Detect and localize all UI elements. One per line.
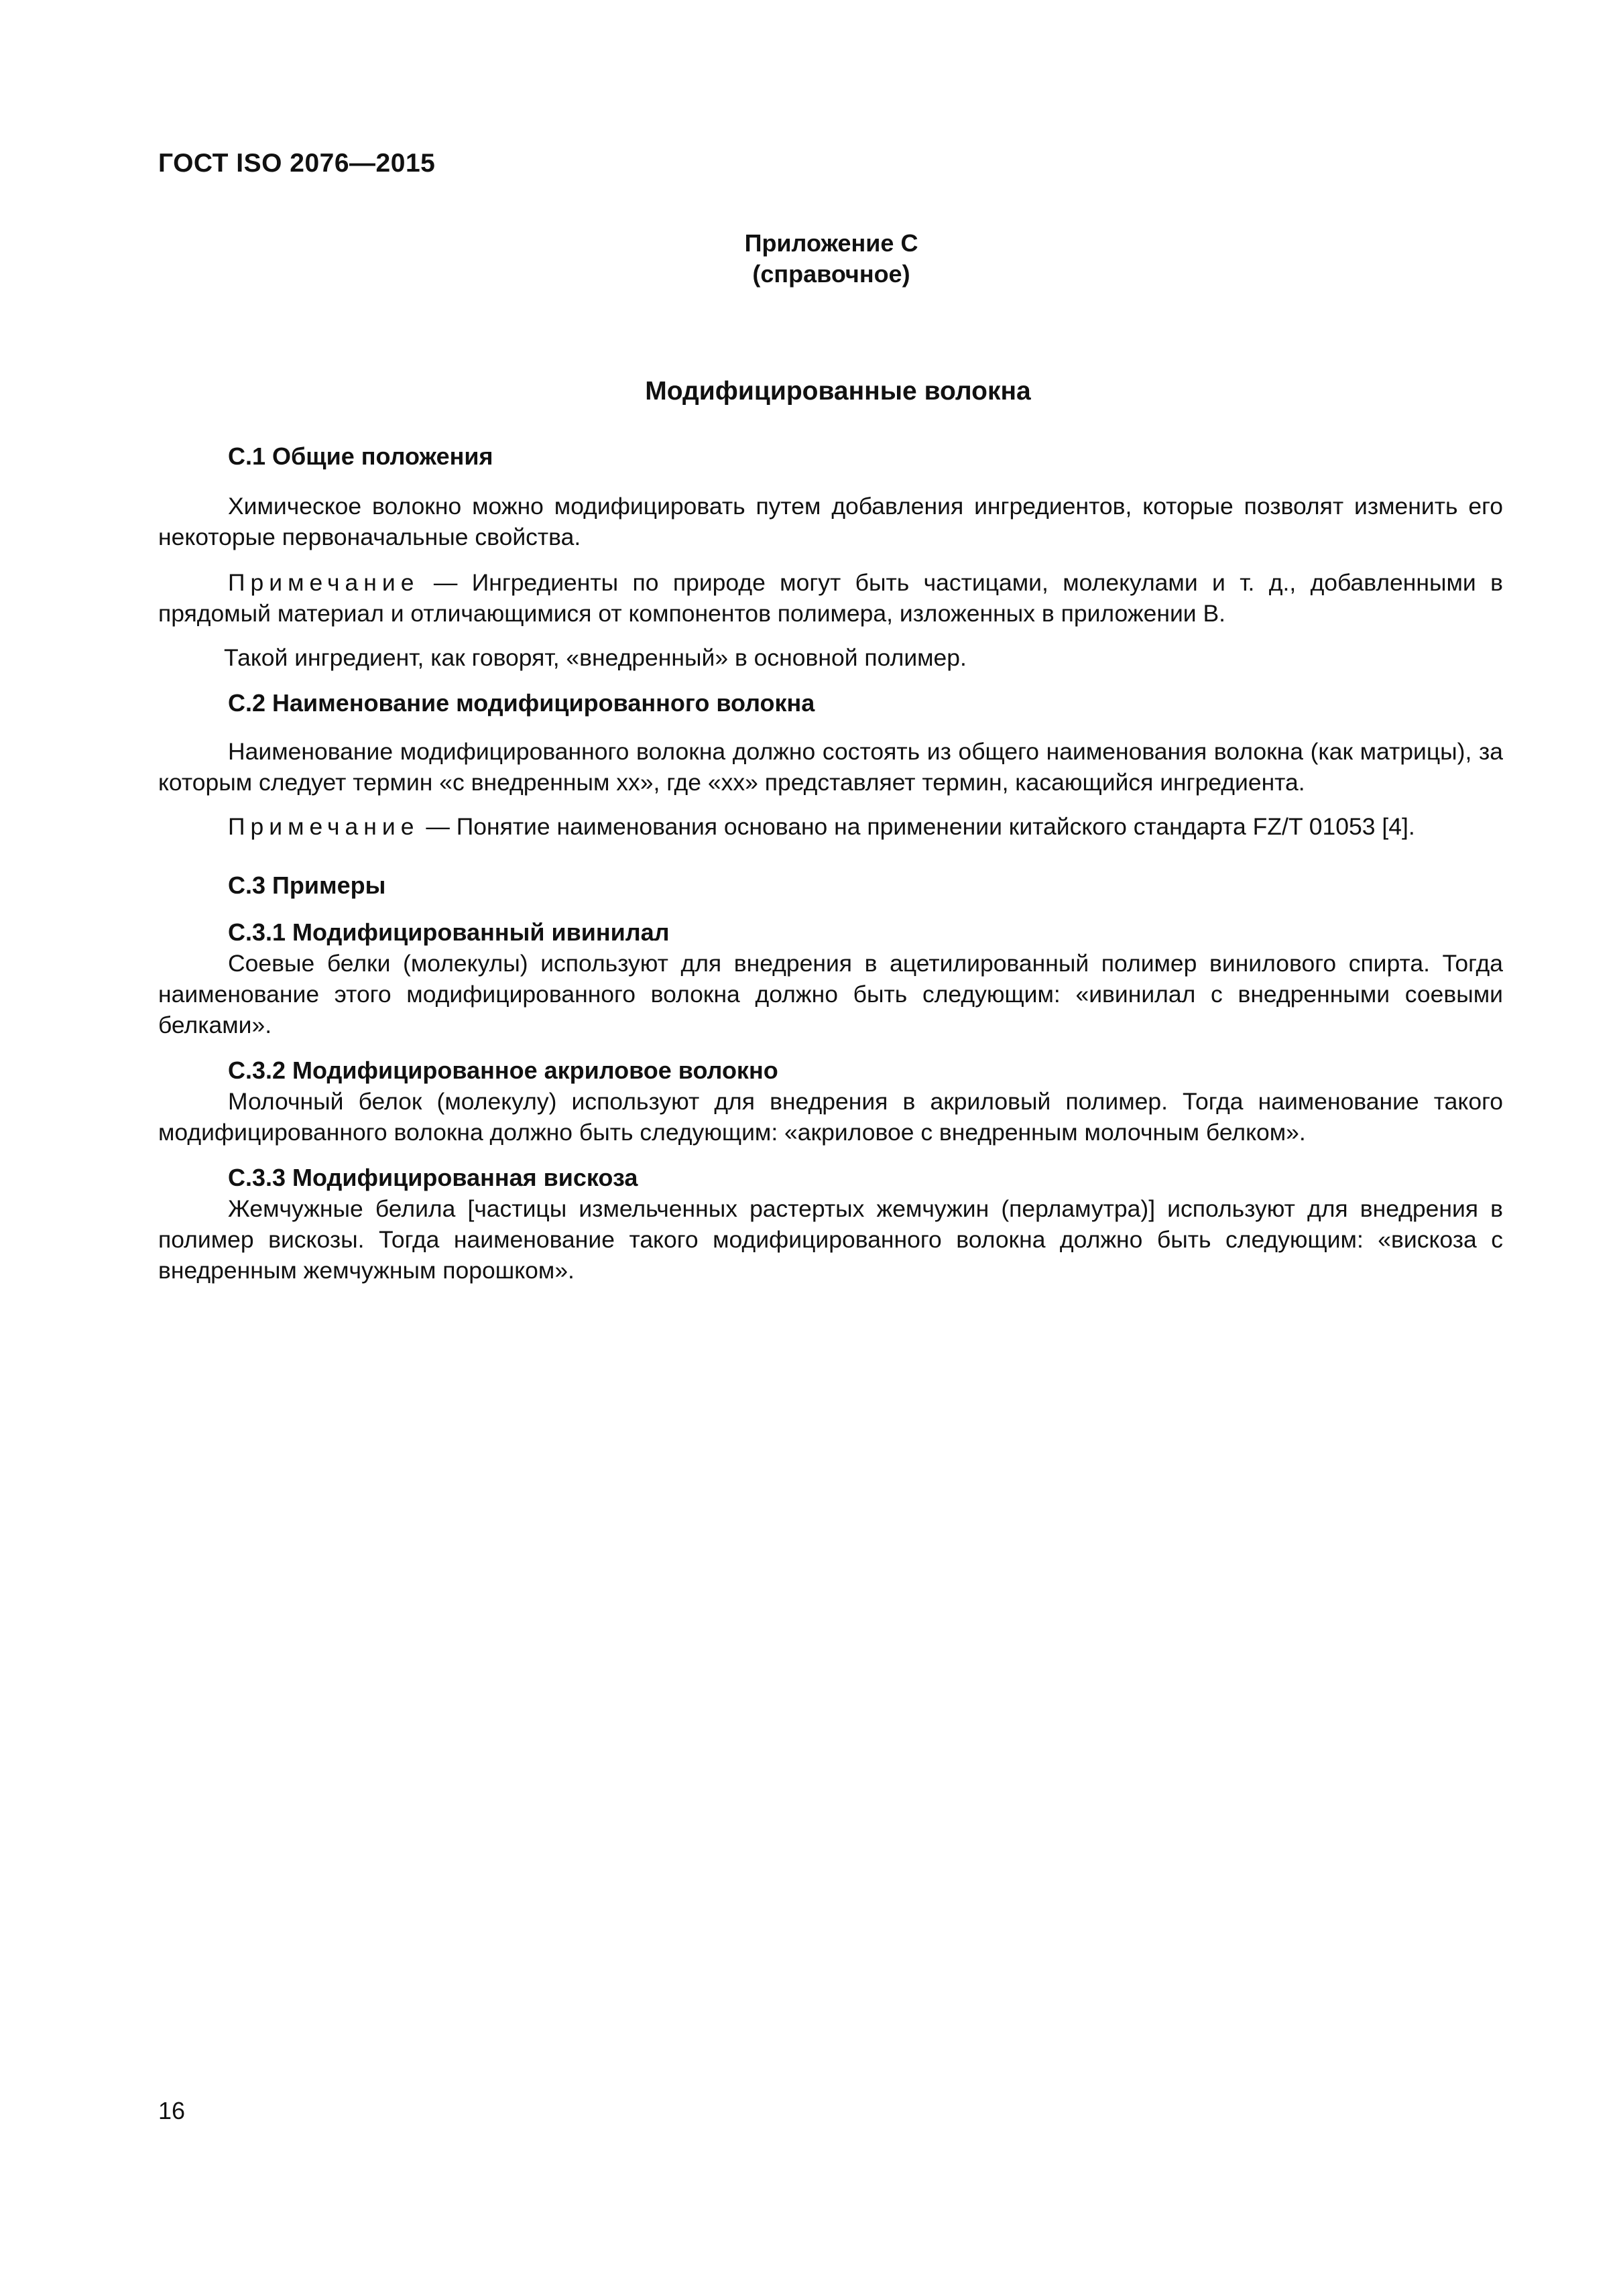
section-c2-paragraph-block [158,736,1503,798]
section-c1-note [158,567,1503,629]
note-text: — Понятие наименования основано на применении китайского стандарта FZ/T 01053 [4]. [419,813,1415,840]
section-c33-paragraph-block [158,1193,1503,1286]
section-c3-heading: С.3 Примеры [228,871,386,899]
section-c32-heading: С.3.2 Модифицированное акриловое волокно [228,1056,778,1084]
section-c31-paragraph-block [158,948,1503,1040]
page-number: 16 [158,2097,186,2124]
section-c1-paragraph: Химическое волокно можно модифицировать путем добавления ингредиентов, которые позволят изменить его некоторые первоначальные свойства. [158,493,1503,550]
section-c32-paragraph-block [158,1086,1503,1148]
note-text: — Ингредиенты по природе могут быть частицами, молекулами и т. д., добавленными в прядомый материал и отличающимися от компонентов полимера, изложенных в приложении В. [158,569,1503,627]
note-label: Примечание [228,569,420,596]
section-c1-note-block [158,567,1503,629]
annex-header [670,228,992,290]
section-c1-heading: С.1 Общие положения [228,442,493,470]
document-id: ГОСТ ISO 2076—2015 [158,149,436,178]
section-c1-paragraph2: Такой ингредиент, как говорят, «внедренный» в основной полимер. [224,644,967,671]
section-c1-paragraph2-block [158,642,1503,673]
section-c32-paragraph: Молочный белок (молекулу) используют для внедрения в акриловый полимер. Тогда наименование такого модифицированного волокна должно быть следующим: «акриловое с внедренным молочным белком». [158,1088,1503,1146]
section-c2-heading: С.2 Наименование модифицированного волокна [228,689,815,717]
section-c2-note-block [158,811,1503,842]
section-c31-paragraph: Соевые белки (молекулы) используют для внедрения в ацетилированный полимер винилового спирта. Тогда наименование этого модифицированного волокна должно быть следующим: «ивинилал с внедренными соевыми белками». [158,950,1503,1038]
note-label: Примечание [228,813,420,840]
section-c33-paragraph: Жемчужные белила [частицы измельченных растертых жемчужин (перламутра)] используют для внедрения в полимер вискозы. Тогда наименование такого модифицированного волокна должно быть следующим: «вискоза с внедренным жемчужным порошком». [158,1195,1503,1284]
section-c2-note [158,811,1503,842]
annex-title: Приложение С [744,229,918,257]
section-c1-paragraph-block [158,491,1503,552]
section-c2-paragraph: Наименование модифицированного волокна должно состоять из общего наименования волокна (как матрицы), за которым следует термин «с внедренным хх», где «хх» представляет термин, касающийся ингредиента. [158,738,1503,796]
section-c33-heading: С.3.3 Модифицированная вискоза [228,1164,638,1191]
annex-type: (справочное) [752,260,910,288]
page-title: Модифицированные волокна [645,377,1031,406]
section-c31-heading: С.3.1 Модифицированный ивинилал [228,918,670,946]
